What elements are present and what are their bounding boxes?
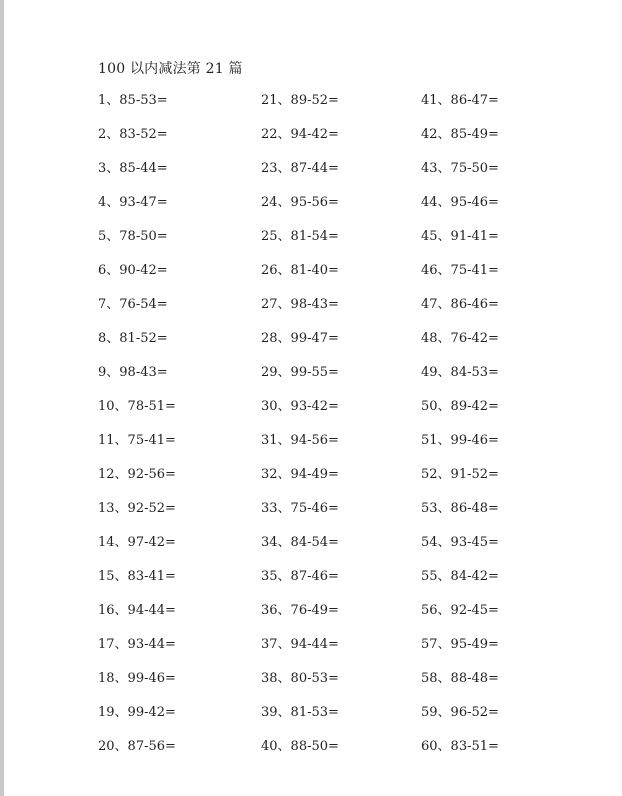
subtraction-problem: 37、94-44=	[261, 637, 339, 652]
subtraction-problem: 34、84-54=	[261, 535, 339, 550]
subtraction-problem: 26、81-40=	[261, 263, 339, 278]
subtraction-problem: 56、92-45=	[421, 603, 499, 618]
subtraction-problem: 45、91-41=	[421, 229, 499, 244]
subtraction-problem: 38、80-53=	[261, 671, 339, 686]
subtraction-problem: 33、75-46=	[261, 501, 339, 516]
subtraction-problem: 36、76-49=	[261, 603, 339, 618]
subtraction-problem: 2、83-52=	[98, 127, 168, 142]
subtraction-problem: 32、94-49=	[261, 467, 339, 482]
subtraction-problem: 24、95-56=	[261, 195, 339, 210]
subtraction-problem: 7、76-54=	[98, 297, 168, 312]
subtraction-problem: 11、75-41=	[98, 433, 176, 448]
subtraction-problem: 20、87-56=	[98, 739, 176, 754]
subtraction-problem: 59、96-52=	[421, 705, 499, 720]
subtraction-problem: 48、76-42=	[421, 331, 499, 346]
subtraction-problem: 8、81-52=	[98, 331, 168, 346]
subtraction-problem: 23、87-44=	[261, 161, 339, 176]
problem-column-3	[421, 92, 499, 772]
subtraction-problem: 3、85-44=	[98, 161, 168, 176]
page-title: 100 以内减法第 21 篇	[98, 61, 243, 77]
subtraction-problem: 14、97-42=	[98, 535, 176, 550]
subtraction-problem: 5、78-50=	[98, 229, 168, 244]
subtraction-problem: 60、83-51=	[421, 739, 499, 754]
subtraction-problem: 19、99-42=	[98, 705, 176, 720]
subtraction-problem: 22、94-42=	[261, 127, 339, 142]
subtraction-problem: 4、93-47=	[98, 195, 168, 210]
subtraction-problem: 18、99-46=	[98, 671, 176, 686]
subtraction-problem: 28、99-47=	[261, 331, 339, 346]
subtraction-problem: 31、94-56=	[261, 433, 339, 448]
subtraction-problem: 25、81-54=	[261, 229, 339, 244]
subtraction-problem: 16、94-44=	[98, 603, 176, 618]
subtraction-problem: 41、86-47=	[421, 93, 499, 108]
subtraction-problem: 46、75-41=	[421, 263, 499, 278]
subtraction-problem: 30、93-42=	[261, 399, 339, 414]
problem-column-2	[261, 92, 339, 772]
subtraction-problem: 47、86-46=	[421, 297, 499, 312]
subtraction-problem: 55、84-42=	[421, 569, 499, 584]
subtraction-problem: 21、89-52=	[261, 93, 339, 108]
subtraction-problem: 9、98-43=	[98, 365, 168, 380]
subtraction-problem: 40、88-50=	[261, 739, 339, 754]
subtraction-problem: 35、87-46=	[261, 569, 339, 584]
subtraction-problem: 58、88-48=	[421, 671, 499, 686]
subtraction-problem: 54、93-45=	[421, 535, 499, 550]
subtraction-problem: 17、93-44=	[98, 637, 176, 652]
subtraction-problem: 10、78-51=	[98, 399, 176, 414]
subtraction-problem: 42、85-49=	[421, 127, 499, 142]
subtraction-problem: 44、95-46=	[421, 195, 499, 210]
subtraction-problem: 6、90-42=	[98, 263, 168, 278]
subtraction-problem: 43、75-50=	[421, 161, 499, 176]
subtraction-problem: 27、98-43=	[261, 297, 339, 312]
subtraction-problem: 57、95-49=	[421, 637, 499, 652]
subtraction-problem: 50、89-42=	[421, 399, 499, 414]
subtraction-problem: 53、86-48=	[421, 501, 499, 516]
subtraction-problem: 39、81-53=	[261, 705, 339, 720]
subtraction-problem: 49、84-53=	[421, 365, 499, 380]
subtraction-problem: 12、92-56=	[98, 467, 176, 482]
subtraction-problem: 51、99-46=	[421, 433, 499, 448]
subtraction-problem: 15、83-41=	[98, 569, 176, 584]
subtraction-problem: 1、85-53=	[98, 93, 168, 108]
subtraction-problem: 29、99-55=	[261, 365, 339, 380]
worksheet-page	[4, 0, 622, 796]
problem-column-1	[98, 92, 176, 772]
subtraction-problem: 52、91-52=	[421, 467, 499, 482]
subtraction-problem: 13、92-52=	[98, 501, 176, 516]
